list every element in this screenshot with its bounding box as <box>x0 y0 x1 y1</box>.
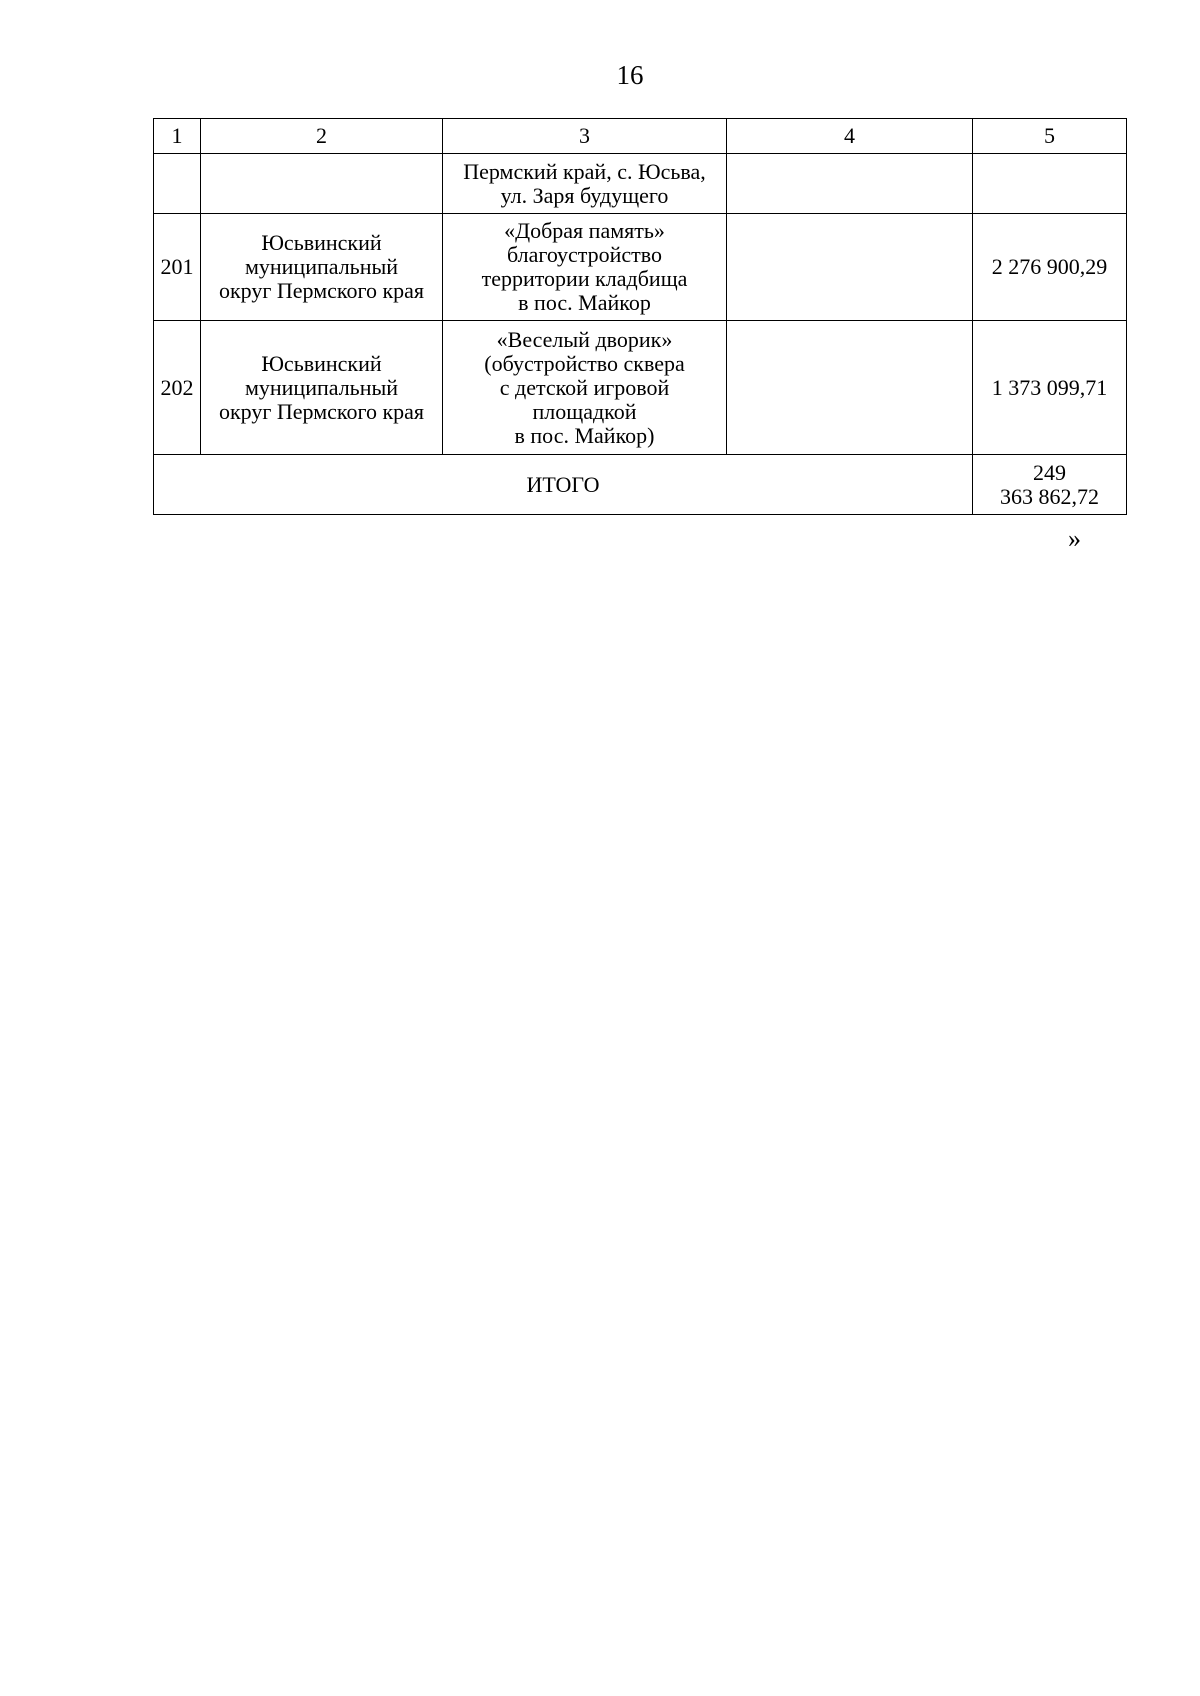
column-header-1: 1 <box>154 119 201 154</box>
project-cell: «Веселый дворик» (обустройство сквера с детской игровой площадкой в пос. Майкор) <box>443 321 727 455</box>
row-number-cell: 202 <box>154 321 201 455</box>
column-header-2: 2 <box>201 119 443 154</box>
project-cell: Пермский край, с. Юсьва, ул. Заря будущего <box>443 154 727 214</box>
table-row-continuation <box>154 154 1127 214</box>
amount-cell <box>973 154 1127 214</box>
total-label: ИТОГО <box>154 455 973 515</box>
column-header-4: 4 <box>727 119 973 154</box>
table-total-row <box>154 455 1127 515</box>
column-header-5: 5 <box>973 119 1127 154</box>
funding-table <box>153 118 1127 515</box>
amount-cell: 1 373 099,71 <box>973 321 1127 455</box>
table-row <box>154 214 1127 321</box>
amount-cell: 2 276 900,29 <box>973 214 1127 321</box>
project-cell: «Добрая память» благоустройство территории кладбища в пос. Майкор <box>443 214 727 321</box>
row-number-cell: 201 <box>154 214 201 321</box>
page-number: 16 <box>616 60 644 90</box>
municipality-cell: Юсьвинский муниципальный округ Пермского края <box>201 321 443 455</box>
table-header-row <box>154 119 1127 154</box>
column-4-cell <box>727 321 973 455</box>
column-4-cell <box>727 154 973 214</box>
column-4-cell <box>727 214 973 321</box>
row-number-cell <box>154 154 201 214</box>
column-header-3: 3 <box>443 119 727 154</box>
closing-quote-mark: » <box>1068 524 1081 553</box>
municipality-cell <box>201 154 443 214</box>
total-amount: 249 363 862,72 <box>973 455 1127 515</box>
table-row <box>154 321 1127 455</box>
municipality-cell: Юсьвинский муниципальный округ Пермского края <box>201 214 443 321</box>
